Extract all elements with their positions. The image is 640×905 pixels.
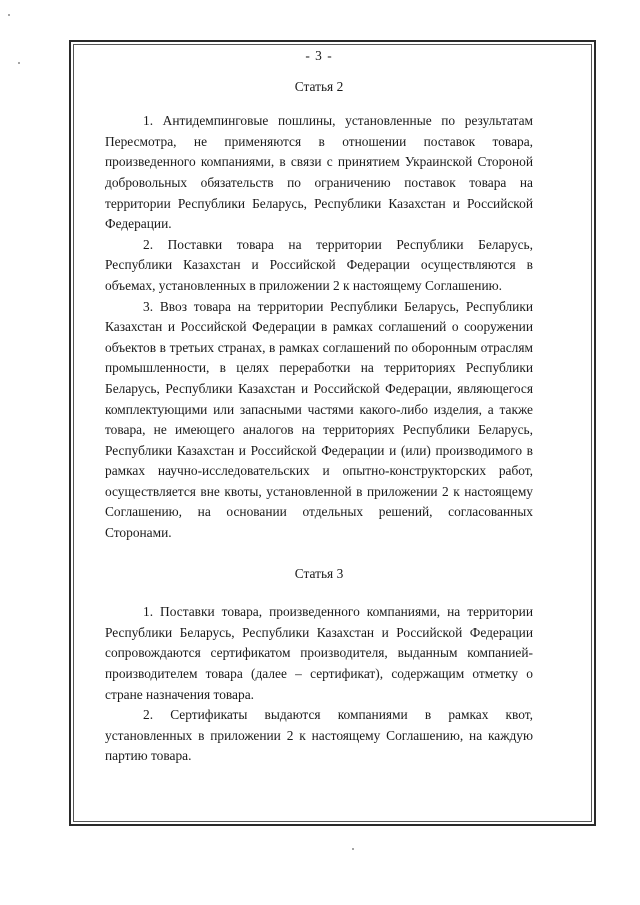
article-3 xyxy=(105,564,533,767)
article-paragraph: 2. Поставки товара на территории Республики Беларусь, Республики Казахстан и Российской Федерации осуществляются в объемах, установленных в приложении 2 к настоящему Соглашению. xyxy=(105,236,533,293)
document-body xyxy=(105,46,533,767)
article-2 xyxy=(105,77,533,544)
article-heading: Статья 2 xyxy=(294,78,344,94)
article-paragraph: 3. Ввоз товара на территории Республики Беларусь, Республики Казахстан и Российской Федерации в рамках соглашений о сооружении объектов в третьих странах, в рамках соглашений по оборонным отраслям промышленности, в целях переработки на территориях Республики Беларусь, Республики Казахстан и Российской Федерации, являющегося комплектующими или запасными частями какого-либо изделия, а также товара, не имеющего аналогов на территориях Республики Беларусь, Республики Казахстан и Российской Федерации и (или) производимого в рамках научно-исследовательских и опытно-конструкторских работ, осуществляется вне квоты, установленной в приложении 2 к настоящему Соглашению, на основании отдельных решений, согласованных Сторонами. xyxy=(105,298,533,541)
scan-speck xyxy=(8,14,10,16)
article-paragraph: 2. Сертификаты выдаются компаниями в рамках квот, установленных в приложении 2 к настоящему Соглашению, на каждую партию товара. xyxy=(105,707,533,764)
article-paragraph: 1. Антидемпинговые пошлины, установленные по результатам Пересмотра, не применяются в отношении поставок товара, произведенного компаниями, в связи с принятием Украинской Стороной добровольных обязательств по ограничению поставок товара на территории Республики Беларусь, Республики Казахстан и Российской Федерации. xyxy=(105,113,533,232)
page-number: - 3 - xyxy=(305,48,333,63)
scan-speck xyxy=(352,848,354,850)
article-heading: Статья 3 xyxy=(294,565,344,581)
scan-speck xyxy=(18,62,20,64)
article-paragraph: 1. Поставки товара, произведенного компаниями, на территории Республики Беларусь, Республики Казахстан и Российской Федерации сопровождаются сертификатом производителя, выданным компанией-производителем товара (далее – сертификат), содержащим отметку о стране назначения товара. xyxy=(105,604,533,702)
